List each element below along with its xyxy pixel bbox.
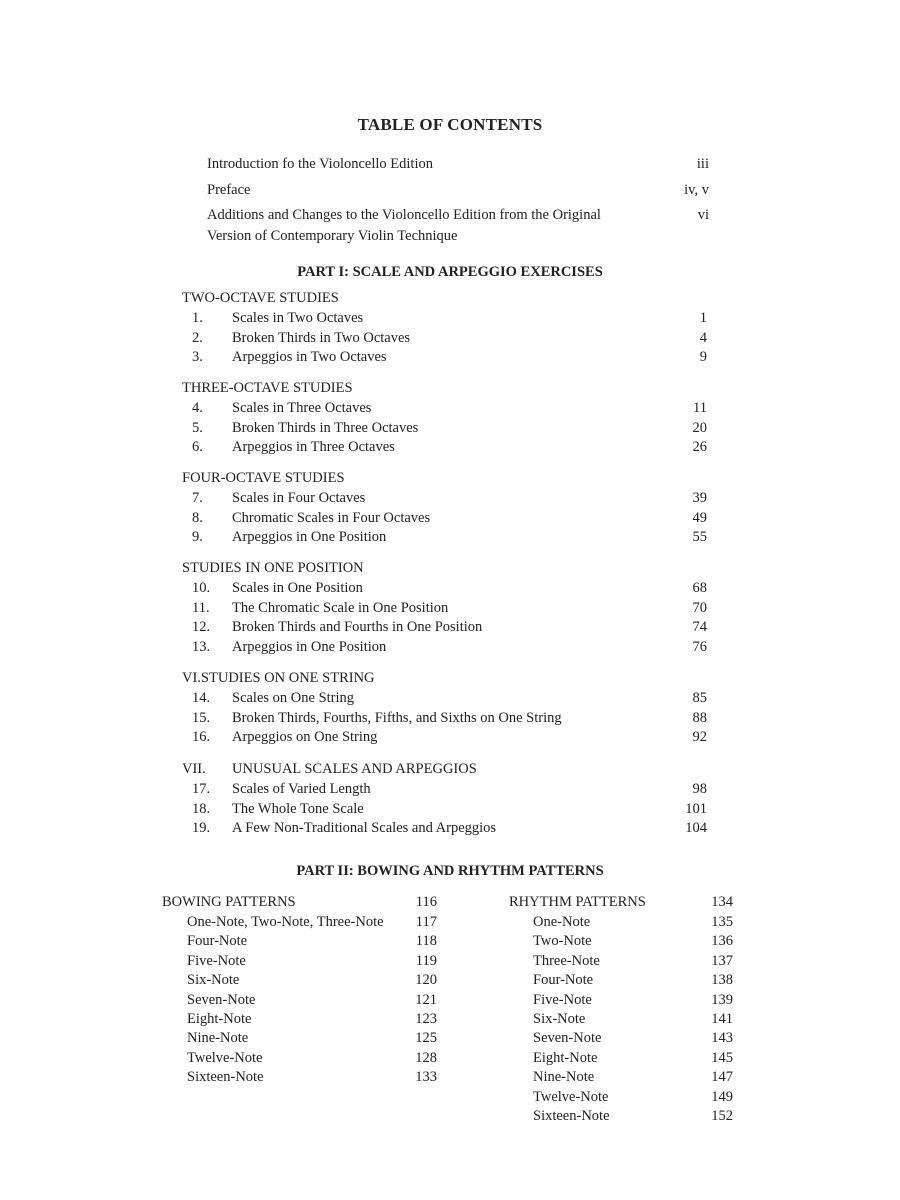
intro-entry-title: Additions and Changes to the Violoncello Edition from the Original: [207, 207, 601, 223]
toc-item-number: 3.: [192, 349, 203, 366]
toc-item-number: 17.: [192, 781, 211, 797]
toc-item-title: A Few Non-Traditional Scales and Arpeggios: [232, 820, 497, 837]
bowing-item-page: 120: [415, 972, 437, 989]
bowing-item-page: 133: [415, 1069, 437, 1086]
bowing-item-title: Twelve-Note: [187, 1049, 263, 1066]
intro-entry-page: iii: [696, 156, 709, 172]
intro-entry-title: Preface: [207, 182, 251, 198]
rhythm-item-page: 141: [711, 1011, 733, 1027]
bowing-item-title: Seven-Note: [187, 991, 256, 1008]
bowing-item-page: 128: [415, 1049, 437, 1066]
part-one-heading: PART I: SCALE AND ARPEGGIO EXERCISES: [297, 264, 603, 280]
toc-item-number: 7.: [192, 490, 203, 506]
toc-item-page: 20: [692, 419, 707, 436]
rhythm-heading: RHYTHM PATTERNS: [509, 894, 646, 910]
section-title: VII.: [182, 761, 206, 777]
bowing-item-page: 119: [415, 952, 437, 969]
bowing-item-page: 117: [415, 914, 437, 930]
rhythm-item-title: Two-Note: [533, 933, 592, 950]
section-subtitle: UNUSUAL SCALES AND ARPEGGIOS: [232, 761, 477, 777]
rhythm-item-title: Five-Note: [533, 991, 592, 1008]
rhythm-item-title: One-Note: [533, 914, 591, 930]
toc-item-title: Arpeggios in Two Octaves: [232, 349, 387, 366]
bowing-item-title: Nine-Note: [187, 1030, 249, 1047]
toc-item-page: 98: [692, 781, 707, 797]
toc-item-page: 26: [692, 439, 707, 456]
section-title: TWO-OCTAVE STUDIES: [182, 290, 339, 306]
toc-item-title: Chromatic Scales in Four Octaves: [232, 509, 431, 526]
bowing-item-title: One-Note, Two-Note, Three-Note: [187, 914, 384, 930]
toc-item-title: Broken Thirds in Three Octaves: [232, 419, 419, 436]
toc-item-page: 85: [692, 690, 707, 706]
rhythm-item-title: Three-Note: [533, 952, 600, 969]
toc-item-number: 15.: [192, 709, 211, 726]
toc-item-title: Scales in Two Octaves: [232, 310, 364, 326]
toc-item-number: 2.: [192, 329, 203, 346]
toc-item-page: 92: [692, 729, 707, 746]
bowing-heading: BOWING PATTERNS: [162, 894, 296, 910]
bowing-item-page: 123: [415, 1011, 437, 1027]
rhythm-item-page: 138: [711, 972, 733, 989]
toc-item-page: 11: [693, 400, 707, 416]
rhythm-item-title: Seven-Note: [533, 1030, 602, 1047]
bowing-item-page: 121: [415, 991, 437, 1008]
toc-item-title: Arpeggios in One Position: [232, 638, 387, 655]
toc-item-number: 16.: [192, 729, 211, 746]
toc-item-page: 39: [692, 490, 707, 506]
toc-item-title: Scales in Four Octaves: [232, 490, 366, 506]
bowing-item-title: Sixteen-Note: [187, 1069, 264, 1086]
toc-item-page: 101: [685, 800, 707, 817]
toc-item-number: 18.: [192, 800, 211, 817]
bowing-item-title: Eight-Note: [187, 1011, 252, 1027]
toc-item-title: Scales of Varied Length: [232, 781, 371, 797]
toc-item-number: 8.: [192, 509, 203, 526]
intro-entry-title: Version of Contemporary Violin Technique: [207, 228, 458, 244]
toc-item-number: 19.: [192, 820, 211, 837]
toc-item-title: Broken Thirds in Two Octaves: [232, 329, 411, 346]
rhythm-item-title: Twelve-Note: [533, 1088, 609, 1105]
toc-item-number: 14.: [192, 690, 211, 706]
rhythm-item-page: 145: [711, 1049, 733, 1066]
bowing-item-title: Five-Note: [187, 952, 246, 969]
toc-item-number: 12.: [192, 619, 211, 636]
toc-item-title: Arpeggios on One String: [232, 729, 378, 746]
section-title: FOUR-OCTAVE STUDIES: [182, 470, 345, 486]
page-title: TABLE OF CONTENTS: [357, 115, 543, 134]
toc-item-page: 74: [692, 619, 707, 636]
toc-item-title: Broken Thirds, Fourths, Fifths, and Sixths on One String: [232, 709, 562, 726]
intro-entry-title: Introduction fo the Violoncello Edition: [207, 156, 433, 172]
part-two-heading: PART II: BOWING AND RHYTHM PATTERNS: [296, 863, 604, 879]
toc-item-title: Broken Thirds and Fourths in One Position: [232, 619, 483, 636]
rhythm-item-page: 149: [711, 1088, 733, 1105]
section-title: STUDIES IN ONE POSITION: [182, 560, 364, 576]
rhythm-item-title: Eight-Note: [533, 1049, 598, 1066]
bowing-item-page: 118: [415, 933, 437, 950]
rhythm-item-page: 139: [711, 991, 733, 1008]
toc-item-title: Scales on One String: [232, 690, 355, 706]
section-title: THREE-OCTAVE STUDIES: [182, 380, 353, 396]
bowing-item-title: Four-Note: [187, 933, 248, 950]
rhythm-item-page: 147: [711, 1069, 733, 1086]
toc-item-number: 5.: [192, 419, 203, 436]
toc-item-page: 9: [699, 349, 707, 366]
toc-item-page: 49: [692, 509, 707, 526]
rhythm-heading-page: 134: [711, 894, 733, 910]
toc-item-page: 4: [699, 329, 707, 346]
toc-item-number: 6.: [192, 439, 203, 456]
intro-entry-page: iv, v: [684, 182, 709, 198]
bowing-heading-page: 116: [415, 894, 437, 910]
toc-item-page: 68: [692, 580, 707, 596]
toc-item-page: 88: [692, 709, 707, 726]
toc-item-number: 13.: [192, 638, 211, 655]
intro-entry-page: vi: [697, 207, 709, 223]
toc-item-title: The Chromatic Scale in One Position: [232, 599, 449, 616]
section-title: VI.STUDIES ON ONE STRING: [182, 670, 375, 686]
toc-item-page: 70: [692, 599, 707, 616]
toc-item-page: 76: [692, 638, 707, 655]
toc-item-number: 1.: [192, 310, 203, 326]
toc-item-number: 10.: [192, 580, 211, 596]
rhythm-item-page: 135: [711, 914, 733, 930]
rhythm-item-page: 152: [711, 1108, 733, 1124]
toc-item-title: Arpeggios in Three Octaves: [232, 439, 395, 456]
toc-item-title: Arpeggios in One Position: [232, 529, 387, 546]
rhythm-item-title: Sixteen-Note: [533, 1108, 610, 1124]
toc-item-number: 4.: [192, 400, 203, 416]
rhythm-item-page: 136: [711, 933, 733, 950]
bowing-item-title: Six-Note: [187, 972, 240, 989]
toc-item-page: 104: [685, 820, 707, 837]
rhythm-item-title: Six-Note: [533, 1011, 586, 1027]
rhythm-item-page: 137: [711, 952, 733, 969]
rhythm-item-title: Four-Note: [533, 972, 594, 989]
toc-item-title: Scales in One Position: [232, 580, 363, 596]
toc-item-page: 1: [699, 310, 707, 326]
toc-item-title: The Whole Tone Scale: [232, 800, 364, 817]
toc-item-title: Scales in Three Octaves: [232, 400, 372, 416]
toc-item-page: 55: [692, 529, 707, 546]
toc-item-number: 9.: [192, 529, 203, 546]
toc-item-number: 11.: [192, 599, 210, 616]
rhythm-item-title: Nine-Note: [533, 1069, 595, 1086]
bowing-item-page: 125: [415, 1030, 437, 1047]
rhythm-item-page: 143: [711, 1030, 733, 1047]
